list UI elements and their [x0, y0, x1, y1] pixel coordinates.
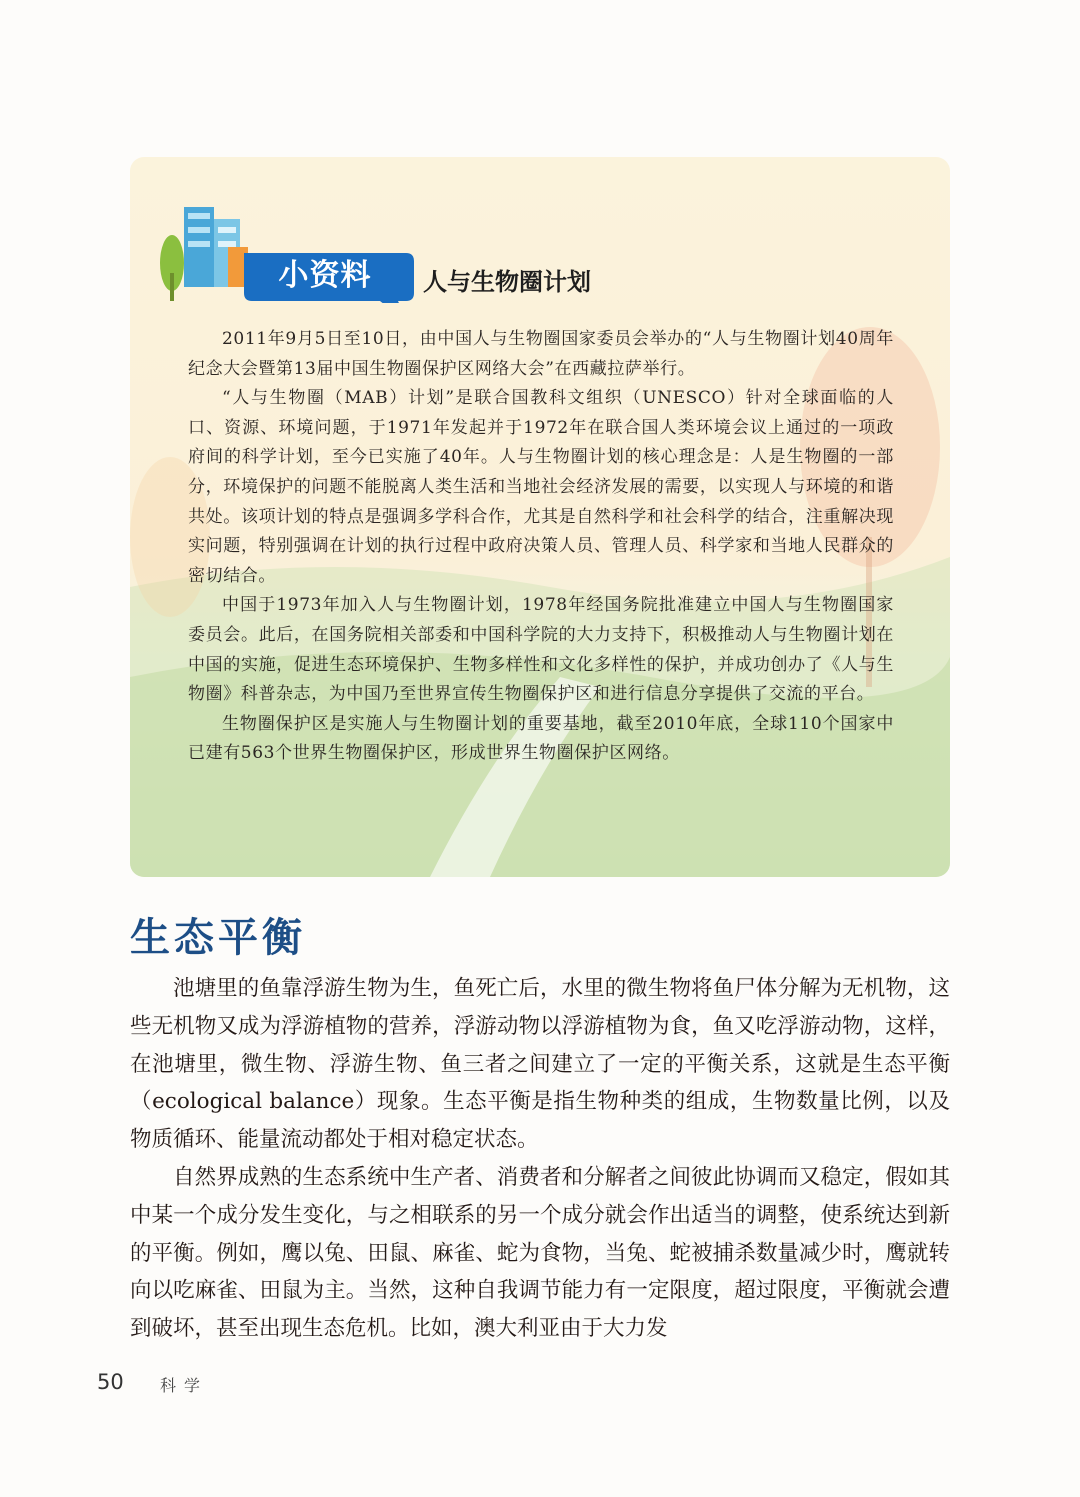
- info-paragraph: “人与生物圈（MAB）计划”是联合国教科文组织（UNESCO）针对全球面临的人口、资源、环境问题，于1971年发起并于1972年在联合国人类环境会议上通过的一项政府间的科学计划，至今已实施了40年。人与生物圈计划的核心理念是：人是生物圈的一部分，环境保护的问题不能脱离人类生活和当地社会经济发展的需要，以实现人与环境的和谐共处。该项计划的特点是强调多学科合作，尤其是自然科学和社会科学的结合，注重解决现实问题，特别强调在计划的执行过程中政府决策人员、管理人员、科学家和当地人民群众的密切结合。: [188, 388, 894, 586]
- body-paragraph: 自然界成熟的生态系统中生产者、消费者和分解者之间彼此协调而又稳定，假如其中某一个成分发生变化，与之相联系的另一个成分就会作出适当的调整，使系统达到新的平衡。例如，鹰以兔、田鼠、麻雀、蛇为食物，当兔、蛇被捕杀数量减少时，鹰就转向以吃麻雀、田鼠为主。当然，这种自我调节能力有一定限度，超过限度，平衡就会遭到破坏，甚至出现生态危机。比如，澳大利亚由于大力发: [130, 1164, 950, 1342]
- info-box-title: 人与生物圈计划: [423, 268, 591, 296]
- body-paragraph: 池塘里的鱼靠浮游生物为生，鱼死亡后，水里的微生物将鱼尸体分解为无机物，这些无机物又成为浮游植物的营养，浮游动物以浮游植物为食，鱼又吃浮游动物，这样，在池塘里，微生物、浮游生物、鱼三者之间建立了一定的平衡关系，这就是生态平衡（ecological balance）现象。生态平衡是指生物种类的组成，生物数量比例，以及物质循环、能量流动都处于相对稳定状态。: [130, 976, 950, 1153]
- info-paragraph: 中国于1973年加入人与生物圈计划，1978年经国务院批准建立中国人与生物圈国家委员会。此后，在国务院相关部委和中国科学院的大力支持下，积极推动人与生物圈计划在中国的实施，促进生态环境保护、生物多样性和文化多样性的保护，并成功创办了《人与生物圈》科普杂志，为中国乃至世界宣传生物圈保护区和进行信息分享提供了交流的平台。: [188, 595, 894, 705]
- info-badge-label: 小资料: [278, 258, 372, 293]
- page-number: 50: [97, 1370, 124, 1394]
- info-paragraph: 2011年9月5日至10日，由中国人与生物圈国家委员会举办的“人与生物圈计划40周年纪念大会暨第13届中国生物圈保护区网络大会”在西藏拉萨举行。: [188, 329, 894, 379]
- subject-label: 科学: [160, 1376, 209, 1395]
- info-box: [130, 157, 950, 877]
- section-title: 生态平衡: [130, 915, 306, 961]
- info-paragraph: 生物圈保护区是实施人与生物圈计划的重要基地，截至2010年底，全球110个国家中已建有563个世界生物圈保护区，形成世界生物圈保护区网络。: [188, 713, 894, 764]
- info-box-body: [188, 325, 894, 769]
- section-body: [130, 970, 950, 1348]
- info-box-header: [158, 193, 718, 303]
